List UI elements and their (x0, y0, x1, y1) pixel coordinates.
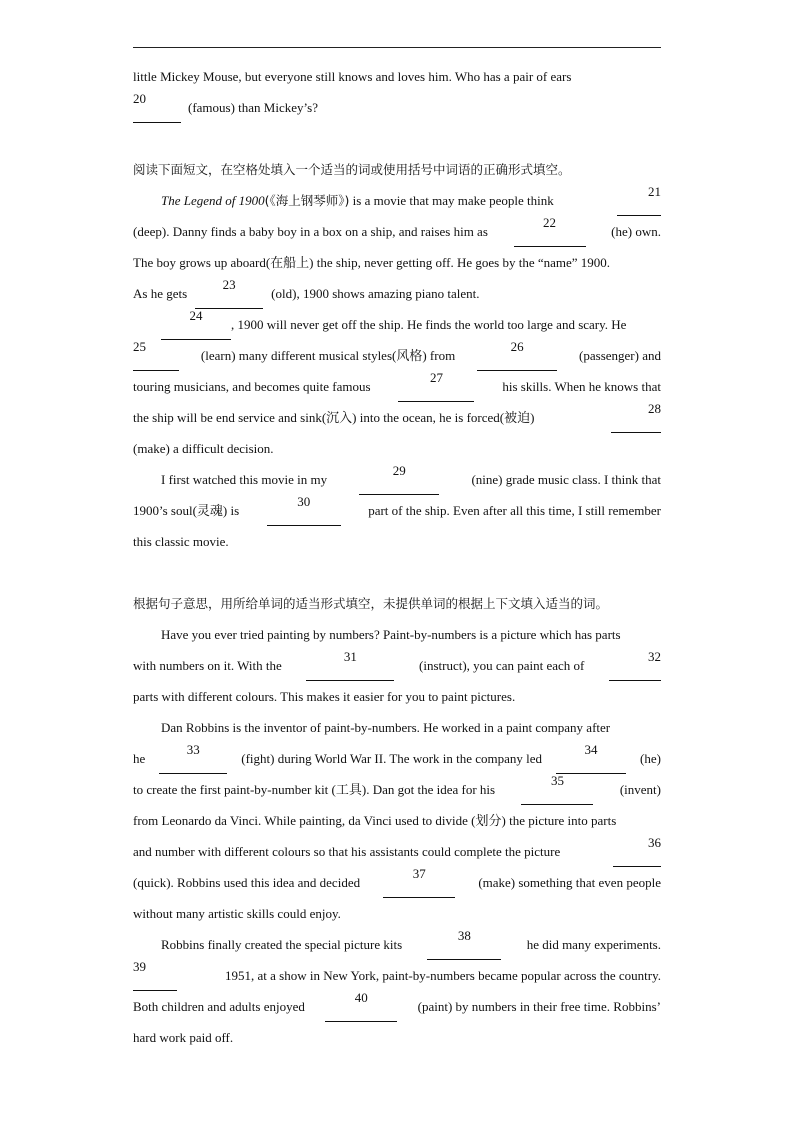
paragraph-line (133, 464, 661, 495)
blank-38: 38 (427, 929, 501, 960)
blank-24: 24 (161, 309, 231, 340)
blank-32: 32 (609, 650, 661, 681)
text-segment: (passenger) and (579, 348, 661, 363)
paragraph-line (133, 619, 661, 650)
text-segment: from Leonardo da Vinci. While painting, da Vinci used to divide (划分) the picture into parts (133, 813, 617, 828)
paragraph-line (133, 743, 661, 774)
movie-title: The Legend of 1900 (161, 193, 265, 208)
paragraph-line (133, 650, 661, 681)
blank-40: 40 (325, 991, 397, 1022)
blank-21: 21 (617, 185, 661, 216)
text-segment: touring musicians, and becomes quite famous (133, 379, 371, 394)
blank-33: 33 (159, 743, 227, 774)
paragraph-line (133, 185, 661, 216)
blank-30: 30 (267, 495, 341, 526)
text-segment: (nine) grade music class. I think that (471, 472, 661, 487)
blank-29: 29 (359, 464, 439, 495)
text-segment: without many artistic skills could enjoy. (133, 906, 341, 921)
paragraph-line (133, 371, 661, 402)
paragraph-line (133, 836, 661, 867)
blank-26: 26 (477, 340, 557, 371)
text-segment: the ship will be end service and sink(沉入) into the ocean, he is forced(被迫) (133, 410, 535, 425)
text-segment: (famous) than Mickey’s? (188, 100, 318, 115)
header-rule (133, 47, 661, 48)
paragraph-line (133, 433, 661, 464)
paragraph-line (133, 61, 661, 92)
paragraph-line (133, 278, 661, 309)
blank-35: 35 (521, 774, 593, 805)
text-segment: he (133, 751, 146, 766)
paragraph-line (133, 216, 661, 247)
blank-22: 22 (514, 216, 586, 247)
instruction-text: 阅读下面短文，在空格处填入一个适当的词或使用括号中词语的正确形式填空。 (133, 162, 571, 177)
text-segment: Dan Robbins is the inventor of paint-by-numbers. He worked in a paint company after (161, 720, 611, 735)
section-instruction (133, 154, 661, 185)
text-segment: 1900’s soul(灵魂) is (133, 503, 240, 518)
paragraph-line (133, 712, 661, 743)
text-segment: hard work paid off. (133, 1030, 234, 1045)
text-segment: he did many experiments. (526, 937, 661, 952)
text-segment: (deep). Danny finds a baby boy in a box on a ship, and raises him as (133, 224, 488, 239)
text-segment: (old), 1900 shows amazing piano talent. (271, 286, 480, 301)
text-segment: (learn) many different musical styles(风格) from (200, 348, 456, 363)
blank-28: 28 (611, 402, 661, 433)
text-segment: (make) a difficult decision. (133, 441, 274, 456)
text-segment: (invent) (619, 782, 661, 797)
text-segment: (make) something that even people (478, 875, 661, 890)
paragraph-line (133, 340, 661, 371)
text-segment: (he) own. (611, 224, 661, 239)
paragraph-line (133, 92, 661, 123)
text-segment: to create the first paint-by-number kit (工具). Dan got the idea for his (133, 782, 496, 797)
paragraph-line (133, 1022, 661, 1053)
paragraph-line (133, 402, 661, 433)
text-segment: little Mickey Mouse, but everyone still knows and loves him. Who has a pair of ears (133, 69, 572, 84)
paragraph-line (133, 960, 661, 991)
text-segment: Have you ever tried painting by numbers? Paint-by-numbers is a picture which has parts (161, 627, 621, 642)
blank-25: 25 (133, 340, 179, 371)
blank-37: 37 (383, 867, 455, 898)
blank-23: 23 (195, 278, 263, 309)
blank-34: 34 (556, 743, 626, 774)
text-segment: As he gets (133, 286, 188, 301)
text-segment: Robbins finally created the special picture kits (161, 937, 403, 952)
blank-31: 31 (306, 650, 394, 681)
text-segment: this classic movie. (133, 534, 229, 549)
paragraph-line (133, 805, 661, 836)
text-segment: is a movie that may make people think (352, 193, 554, 208)
paragraph-line (133, 867, 661, 898)
paragraph-line (133, 247, 661, 278)
document-body (133, 61, 661, 1053)
instruction-text: 根据句子意思，用所给单词的适当形式填空，未提供单词的根据上下文填入适当的词。 (133, 596, 609, 611)
paragraph-line (133, 526, 661, 557)
paragraph-line (133, 991, 661, 1022)
text-segment: and number with different colours so that his assistants could complete the picture (133, 844, 561, 859)
text-segment: I first watched this movie in my (161, 472, 328, 487)
text-segment: The boy grows up aboard(在船上) the ship, never getting off. He goes by the “name” 1900. (133, 255, 611, 270)
text-segment: parts with different colours. This makes it easier for you to paint pictures. (133, 689, 516, 704)
text-segment: , 1900 will never get off the ship. He finds the world too large and scary. He (231, 317, 627, 332)
text-segment: (fight) during World War II. The work in the company led (241, 751, 543, 766)
paragraph-line (133, 495, 661, 526)
text-segment: his skills. When he knows that (502, 379, 661, 394)
paragraph-line (133, 929, 661, 960)
paragraph-line (133, 898, 661, 929)
text-segment: 1951, at a show in New York, paint-by-numbers became popular across the country. (224, 968, 661, 983)
text-segment: (instruct), you can paint each of (419, 658, 585, 673)
text-segment: (he) (640, 751, 661, 766)
text-segment: (quick). Robbins used this idea and decided (133, 875, 361, 890)
blank-36: 36 (613, 836, 661, 867)
blank-27: 27 (398, 371, 474, 402)
paragraph-line (133, 681, 661, 712)
text-segment: with numbers on it. With the (133, 658, 282, 673)
blank-20: 20 (133, 92, 181, 123)
text-segment: (paint) by numbers in their free time. Robbins’ (417, 999, 661, 1014)
paragraph-line (133, 774, 661, 805)
paragraph-line (133, 309, 661, 340)
movie-title-cn: (《海上钢琴师》) (264, 193, 350, 208)
blank-39: 39 (133, 960, 177, 991)
text-segment: part of the ship. Even after all this time, I still remember (368, 503, 661, 518)
text-segment: Both children and adults enjoyed (133, 999, 305, 1014)
section-instruction (133, 588, 661, 619)
